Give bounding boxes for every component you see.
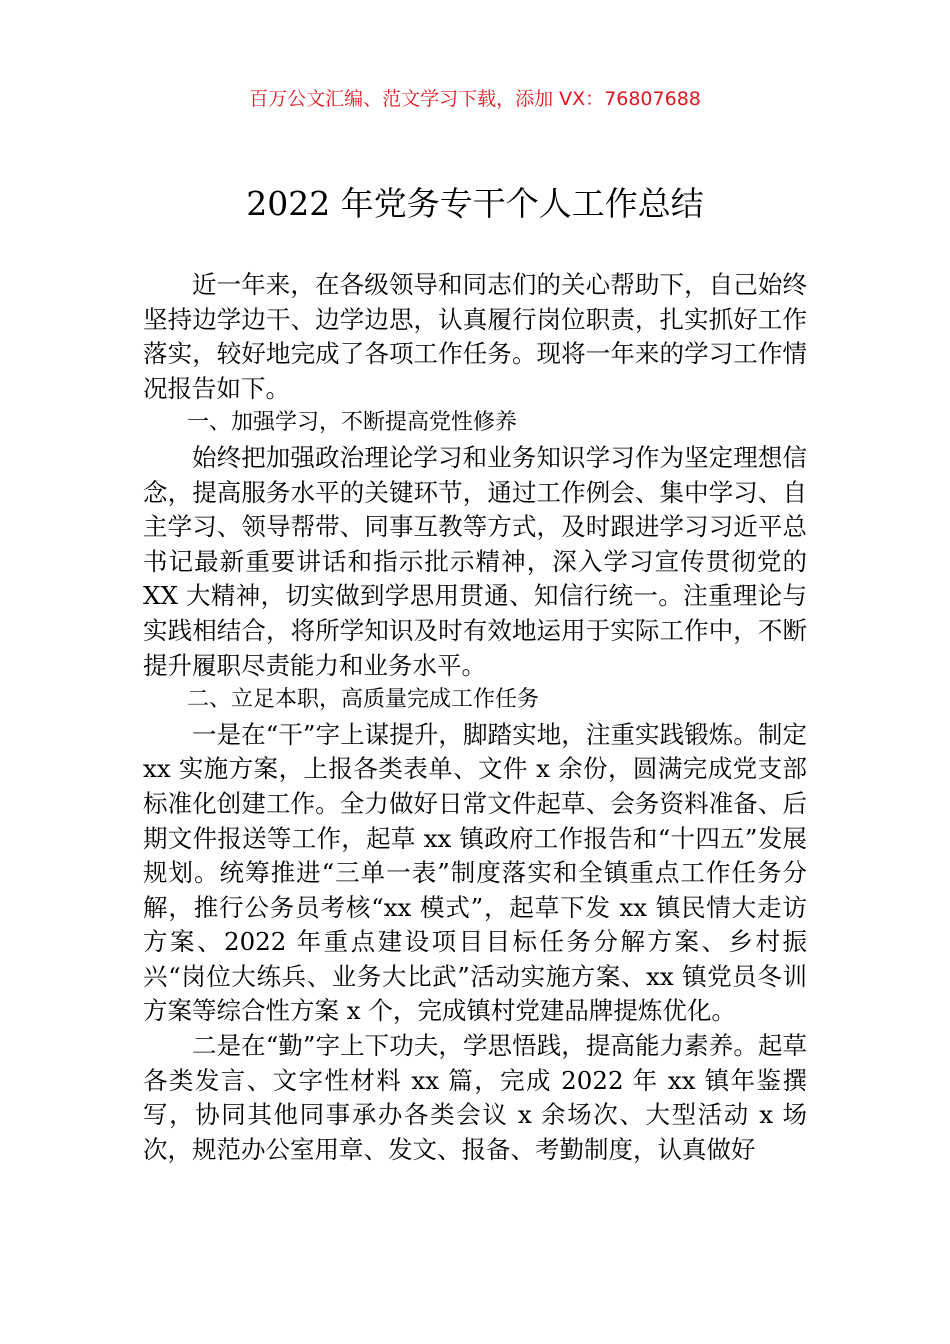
section-heading-1: 一、加强学习，不断提高党性修养: [187, 410, 518, 436]
document-title: 2022 年党务专干个人工作总结: [246, 184, 704, 223]
paragraph-intro: 近一年来，在各级领导和同志们的关心帮助下，自己始终坚持边学边干、边学边思，认真履行岗位职责，扎实抓好工作落实，较好地完成了各项工作任务。现将一年来的学习工作情况报告如下。: [143, 270, 807, 403]
paragraph-qin: 二是在“勤”字上下功夫，学思悟践，提高能力素养。起草各类发言、文字性材料 xx 篇，完成 2022 年 xx 镇年鉴撰写，协同其他同事承办各类会议 x 余场次、大型活动 x 场次，规范办公室用章、发文、报备、考勤制度，认真做好: [143, 1031, 807, 1164]
document-body: [143, 268, 807, 1167]
section-heading-2: 二、立足本职，高质量完成工作任务: [187, 687, 540, 713]
paragraph-study: 始终把加强政治理论学习和业务知识学习作为坚定理想信念，提高服务水平的关键环节，通过工作例会、集中学习、自主学习、领导帮带、同事互教等方式，及时跟进学习习近平总书记最新重要讲话和指示批示精神，深入学习宣传贯彻党的 XX 大精神，切实做到学思用贯通、知信行统一。注重理论与实践相结合，将所学知识及时有效地运用于实际工作中，不断提升履职尽责能力和业务水平。: [143, 442, 807, 680]
paragraph-gan: 一是在“干”字上谋提升，脚踏实地，注重实践锻炼。制定 xx 实施方案，上报各类表单、文件 x 余份，圆满完成党支部标准化创建工作。全力做好日常文件起草、会务资料准备、后期文件报送等工作，起草 xx 镇政府工作报告和“十四五”发展规划。统筹推进“三单一表”制度落实和全镇重点工作任务分解，推行公务员考核“xx 模式”，起草下发 xx 镇民情大走访方案、2022 年重点建设项目目标任务分解方案、乡村振兴“岗位大练兵、业务大比武”活动实施方案、xx 镇党员冬训方案等综合性方案 x 个，完成镇村党建品牌提炼优化。: [143, 719, 807, 1026]
header-watermark-note: 百万公文汇编、范文学习下载，添加 VX：76807688: [249, 88, 701, 110]
